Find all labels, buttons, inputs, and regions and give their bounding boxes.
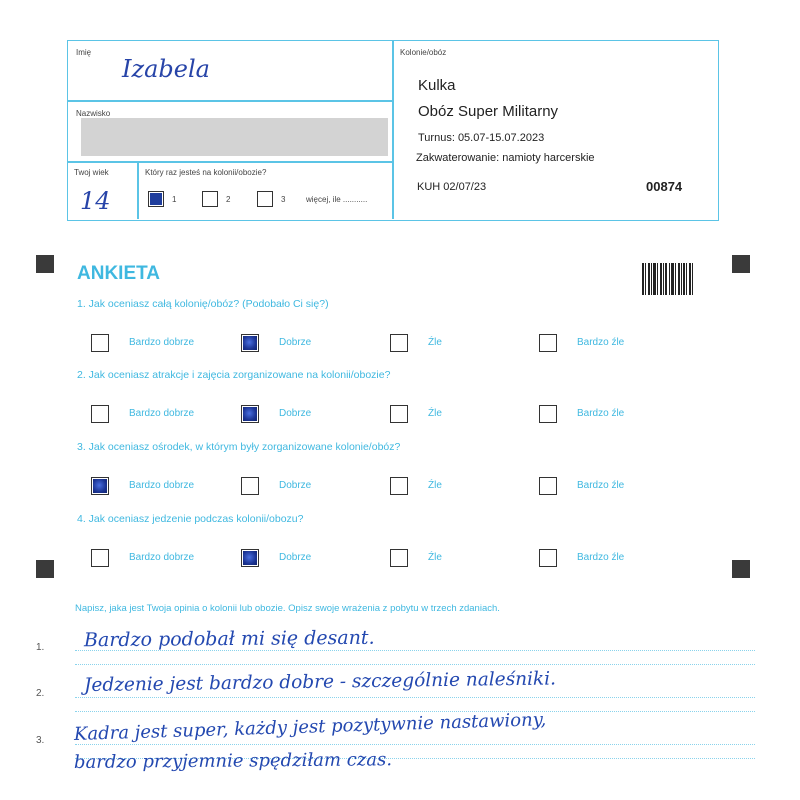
registration-marker (732, 255, 750, 273)
q4-checkbox-bardzo-dobrze[interactable] (91, 549, 109, 567)
q2-checkbox-bardzo-dobrze[interactable] (91, 405, 109, 423)
line-number: 1. (36, 642, 45, 653)
q2-option-label: Dobrze (279, 408, 312, 419)
q1-checkbox-dobrze[interactable] (241, 334, 259, 352)
form-number: 00874 (646, 179, 683, 194)
opinion-line-1[interactable]: Bardzo podobał mi się desant. (83, 626, 375, 652)
times-attended-checkbox-1[interactable] (148, 191, 164, 207)
opinion-line-3[interactable]: Kadra jest super, każdy jest pozytywnie nastawiony, (73, 709, 547, 745)
q4-checkbox-dobrze[interactable] (241, 549, 259, 567)
registration-marker (36, 255, 54, 273)
q4-checkbox-zle[interactable] (390, 549, 408, 567)
q2-option-label: Bardzo źle (577, 408, 625, 419)
camp-title: Obóz Super Militarny (418, 103, 559, 120)
redacted-last-name (81, 118, 388, 156)
q3-checkbox-bardzo-dobrze[interactable] (91, 477, 109, 495)
age-label: Twoj wiek (74, 168, 109, 177)
survey-title: ANKIETA (77, 263, 161, 284)
age-value: 14 (80, 187, 111, 215)
q4-option-label: Dobrze (279, 552, 312, 563)
divider (68, 100, 393, 102)
times-attended-checkbox-3[interactable] (257, 191, 273, 207)
camp-label: Kolonie/obóz (400, 48, 447, 57)
opinion-prompt: Napisz, jaka jest Twoja opinia o kolonii lub obozie. Opisz swoje wrażenia z pobytu w trzech zdaniach. (75, 603, 500, 614)
times-attended-label: Który raz jesteś na kolonii/obozie? (145, 168, 267, 177)
writing-line (75, 697, 755, 698)
q3-option-label: Dobrze (279, 480, 312, 491)
q4-option-label: Bardzo dobrze (129, 552, 195, 563)
times-attended-option-2: 2 (226, 195, 231, 204)
q1-checkbox-zle[interactable] (390, 334, 408, 352)
q3-checkbox-bardzo-zle[interactable] (539, 477, 557, 495)
writing-line (75, 664, 755, 665)
q2-checkbox-dobrze[interactable] (241, 405, 259, 423)
q2-option-label: Źle (428, 408, 442, 419)
divider (137, 161, 139, 219)
q1-option-label: Bardzo źle (577, 337, 625, 348)
opinion-line-4[interactable]: bardzo przyjemnie spędziłam czas. (73, 749, 393, 773)
q2-option-label: Bardzo dobrze (129, 408, 195, 419)
q1-option-label: Dobrze (279, 337, 312, 348)
first-name-value: Izabela (122, 55, 210, 83)
times-attended-option-1: 1 (172, 195, 177, 204)
opinion-line-2[interactable]: Jedzenie jest bardzo dobre - szczególnie naleśniki. (83, 668, 557, 696)
line-number: 3. (36, 735, 45, 746)
q3-checkbox-zle[interactable] (390, 477, 408, 495)
question-4: 4. Jak oceniasz jedzenie podczas kolonii/obozu? (77, 513, 304, 525)
q3-option-label: Źle (428, 480, 442, 491)
q3-option-label: Bardzo dobrze (129, 480, 195, 491)
divider (68, 161, 393, 163)
q4-option-label: Bardzo źle (577, 552, 625, 563)
times-attended-option-more: więcej, ile ........... (306, 195, 368, 204)
registration-marker (732, 560, 750, 578)
writing-line (75, 711, 755, 712)
q3-checkbox-dobrze[interactable] (241, 477, 259, 495)
camp-accommodation: Zakwaterowanie: namioty harcerskie (416, 152, 595, 164)
q4-option-label: Źle (428, 552, 442, 563)
times-attended-checkbox-2[interactable] (202, 191, 218, 207)
q3-option-label: Bardzo źle (577, 480, 625, 491)
q4-checkbox-bardzo-zle[interactable] (539, 549, 557, 567)
writing-line (75, 744, 755, 745)
participant-info-box (67, 40, 719, 221)
barcode (642, 263, 697, 295)
divider (392, 41, 394, 219)
last-name-label: Nazwisko (76, 109, 111, 118)
q2-checkbox-bardzo-zle[interactable] (539, 405, 557, 423)
q1-checkbox-bardzo-zle[interactable] (539, 334, 557, 352)
camp-code: KUH 02/07/23 (417, 181, 487, 193)
question-3: 3. Jak oceniasz ośrodek, w którym były zorganizowane kolonie/obóz? (77, 441, 401, 453)
camp-turnus: Turnus: 05.07-15.07.2023 (418, 132, 545, 144)
q1-option-label: Bardzo dobrze (129, 337, 195, 348)
question-1: 1. Jak oceniasz całą kolonię/obóz? (Podobało Ci się?) (77, 298, 329, 310)
first-name-label: Imię (76, 48, 92, 57)
times-attended-option-3: 3 (281, 195, 286, 204)
registration-marker (36, 560, 54, 578)
q1-checkbox-bardzo-dobrze[interactable] (91, 334, 109, 352)
line-number: 2. (36, 688, 45, 699)
q2-checkbox-zle[interactable] (390, 405, 408, 423)
question-2: 2. Jak oceniasz atrakcje i zajęcia zorganizowane na kolonii/obozie? (77, 369, 391, 381)
q1-option-label: Źle (428, 337, 442, 348)
camp-name: Kulka (418, 77, 456, 94)
